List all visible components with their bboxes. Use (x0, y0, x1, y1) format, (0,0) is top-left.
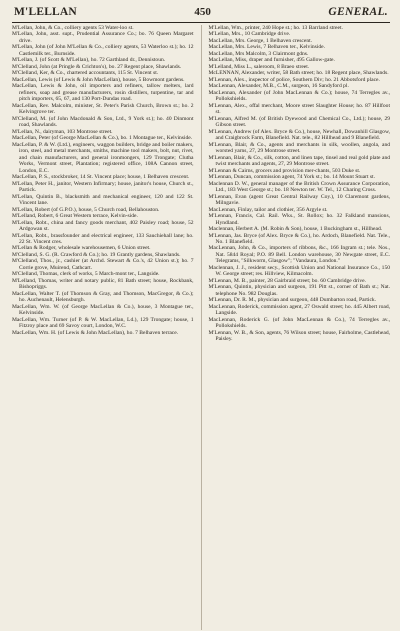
directory-entry: M'Lennan, Alex., offal merchant, Moore street Slaughter House; ho. 87 Hillfoot st. (208, 102, 390, 116)
directory-entry: M'Lellan & Rodger, wholesale warehousemen, 6 Union street. (12, 245, 151, 252)
directory-entry: M'Lennan, Blair, & Co., agents and merchants in silk, woollen, angola, and worsted yarns, 27, 29 Montrose street. (208, 141, 390, 155)
directory-entry: M'Lennan, Dr. R. M., physician and surgeon, 448 Dumbarton road, Partick. (208, 297, 377, 304)
directory-entry: M'Clelland, John (at Pringle & Crichton's), bo. 27 Regent place, Shawlands. (12, 63, 182, 70)
directory-entry: MacLellan, Wm. H. (of Lewis & John MacLellan), ho. 7 Belhaven terrace. (12, 329, 179, 336)
directory-entry: M'Lelland, Miss L., saleroom, 8 Braeo street. (208, 63, 310, 70)
column-divider (201, 25, 202, 630)
directory-entry: MacLellan, Miss, draper and furnisher, 495 Gallow-gate. (208, 57, 335, 64)
directory-entry: M'Lennan, M. B., painter, 28 Gairbraid street; bo. 60 Cambridge drive. (208, 277, 366, 284)
directory-entry: MacLellan, Wm. W. (of George MacLellan & Co.), house, 3 Montague ter., Kelvinside. (12, 303, 194, 317)
directory-entry: MacLellan, P. S., stockbroker, 14 St. Vincent place; house, 1 Belhaven crescent. (12, 174, 190, 181)
directory-entry: M'Lennan, Quintin, physician and surgeon, 191 Pitt st., corner of Bath st.; Nat. telephone No. 982 Douglas. (208, 284, 390, 297)
directory-entry: MacLellan, P. & W. (Ltd.), engineers, waggon builders, bridge and boiler makers, iron, steel, and metal merchants, smiths, machine tool makers, bolt, nut, rivet, and chain manufacturers, and general ironmongers, 129 Trongate; Clutha Works, Vermont street, Plantation; registered office, 108A Cannon street, London, E.C. (12, 141, 194, 174)
right-column (209, 25, 391, 630)
directory-entry: M'Lellan, J. (of Scott & M'Lellan), ho. 72 Garthland dr., Dennistoun. (12, 57, 166, 64)
directory-entry: M'Lennan, Francis, Cal. Rail. Wks., St. Rollox; ho. 32 Falkland mansions, Hyndland. (208, 213, 390, 226)
directory-entry: M'Lellan, Peter H., janitor, Western Infirmary; house, janitor's house, Church st., Partick. (12, 180, 194, 194)
directory-entry: MacLellan, Walter T. (of Thomson & Gray, and Thomson, MacGregor, & Co.); ho. Auchenault, Helensburgh. (12, 290, 194, 304)
directory-entry: Maclennan, Herbert A. (M. Robin & Son), house, 1 Buckingham st., Hillhead. (208, 226, 383, 233)
directory-entry: M'Lennan, Andrew (of Alex. Bryce & Co.), house, Newhall, Dowanhill Glasgow, and Craigbrock Farm, Blanefield. Nat. tele., 82 Hillhead and 9 Blanefield. (208, 128, 390, 142)
directory-entry: M'Lellan, John, & Co., colliery agents 53 Water-loo st. (12, 25, 134, 31)
directory-entry: M'Clelland, Ker, & Co., chartered accountants, 115 St. Vincent st. (12, 70, 159, 77)
directory-entry: MacLennan, Alexander, M.B., C.M., surgeon, 16 Sandyford pl. (208, 83, 349, 90)
directory-entry: MacLellan, Rev. Malcolm, minister, St. Peter's Parish Church, Brown st.; ho. 2 Kelvingrove ter. (12, 102, 194, 116)
directory-entry: MacLellan, Mrs. George, 1 Belhaven crescent. (208, 37, 313, 44)
directory-entry: M'Lennan, Evan (agent Great Central Railway Coy.), 10 Claremont gardens, Milngavie. (208, 193, 390, 207)
directory-entry: MacLennan, Finlay, tailor and clothier, 356 Argyle st. (208, 206, 328, 213)
directory-entry: MacLennan, Roderick G. (of John MacLennan & Co.), 74 Terregles av., Pollokshields. (208, 316, 390, 330)
directory-entry: Maclennan D. W., general manager of the British Crown Assurance Corporation, Ltd., 183 West George st.; bo. 18 Newton ter. W. Tel., 12 Charing Cross. (208, 180, 390, 194)
directory-entry: M'Lellan, John (of John M'Lellan & Co., colliery agents, 53 Waterloo st.); ho. 12 Castlemilk ter., Burnside. (12, 44, 194, 57)
directory-entry: M'Clelland, Thomas, clerk of works, 5 March-mont ter., Langside. (12, 271, 160, 278)
page-header (12, 6, 390, 20)
directory-entry: M'Clelland, M. (of John Macdonald & Son, Ltd., 9 York st.); ho. 40 Dinmont road, Shawlands. (12, 115, 194, 129)
directory-entry: M'Lennan, Jas. Bryce (of Alex. Bryce & Co.), ho. Ardoch, Blanefield. Nat. Tele., No. 1 Blanefield. (208, 232, 390, 245)
directory-entry: M'Lellan, Mrs., 10 Cambridge drive. (208, 31, 291, 38)
directory-entry: M'Lellan, John, asst. supt., Prudential Assurance Co.; bo. 76 Queen Margaret drive. (12, 31, 194, 44)
directory-entry: McLENNAN, Alexander, writer, 58 Bath street; ho. 18 Regent place, Shawlands. (208, 70, 389, 77)
directory-entry: MacLennan, Alexander (of John MacLennan & Co.); house, 74 Terregles av., Pollokshields. (208, 89, 390, 103)
directory-entry: MacLennan, John, & Co., importers of ribbons, &c., 166 Ingram st.; tele. Nos., Nat. 5844 Royal; P.O. 89 Bell. London warehouse, 30 Newgate street, E.C. Telegrams, "Silkworm, Glasgow"; "Vandaura, London." (208, 245, 390, 265)
directory-entry: M'Lennan, Blair, & Co., silk, cotton, and linen tape, tinsel and real gold plate and twist merchants and agents, 27, 29 Montrose street. (208, 154, 390, 168)
running-head-right: GENERAL. (328, 6, 388, 18)
directory-entry: M'Lellan, Robt., brassfounder and electrical engineer, 133 Sauchiehall lane; ho. 22 St. Vincent cres. (12, 232, 194, 245)
running-head-left: M'LELLAN (14, 6, 77, 18)
directory-entry: MacLellan, Lewis & John, oil importers and refiners, tallow melters, lard refiners, soap and grease manufacturers, rosin distillers, turpentine, tar and pitch importers, 65, 67, and 130 Port-Dundas road. (12, 83, 194, 103)
directory-entry: M'Clelland, S. G. (R. Crawford & Co.); ho. 19 Grantly gardens, Shawlands. (12, 251, 181, 258)
page-number: 450 (194, 6, 211, 18)
directory-columns (12, 25, 390, 630)
directory-entry: M'Lellan, Robt., china and fancy goods merchant, 402 Paisley road; house, 52 Ardgowan st. (12, 219, 194, 233)
directory-entry: M'Lennan, Duncan, commission agent, 74 York st.; bo. 14 Mount Stuart st. (208, 174, 375, 181)
directory-entry: MacLellan, Mrs. Lewis, 7 Belhaven ter., Kelvinside. (208, 44, 325, 51)
directory-entry: MacLellan, Peter (of George MacLellan & Co.), bo. 1 Montague ter., Kelvinside. (12, 135, 193, 142)
directory-entry: MacLellan, Lewis (of Lewis & John MacLellan), house, 5 Bowmont gardens. (12, 76, 185, 83)
left-column (12, 25, 194, 630)
directory-entry: M'Lellan, Quintin B., blacksmith and mechanical engineer, 120 and 122 St. Vincent lane. (12, 193, 194, 207)
directory-entry: M'Lelland, Thomas, writer and notary public, 81 Bath street; house, Rockbank, Bishopriggs. (12, 277, 194, 291)
directory-entry: M'Lellan, N., dairyman, 103 Montrose street. (12, 128, 113, 135)
directory-entry: MacLellan, Mrs Malcolm, 3 Clairmont gdns. (208, 50, 309, 57)
directory-entry: M'Lellan, Robert (of G.P.O.), house, 5 Church road, Bellahouston. (12, 206, 160, 213)
directory-entry: M'Lelland, Robert, 6 Great Western terrace, Kelvin-side. (12, 213, 138, 220)
directory-entry: Maclennan, J. J., resident secy., Scottish Union and National Insurance Co., 150 W. George street; res. Hillview, Kilmacolm. (208, 264, 390, 278)
directory-entry: M'Lennan, Alfred M. (of British Dyewood and Chemical Co., Ltd.); house, 29 Gibson street. (208, 115, 390, 129)
directory-entry: M'Lennan, W. B., & Son, agents, 76 Wilson street; house, Fairholme, Castlehead, Paisley. (208, 329, 390, 343)
directory-entry: M'Lennan & Cairns, grocers and provision mer-chants, 503 Duke st. (208, 167, 361, 174)
directory-entry: M'Clelland, Thos., jr., cashier (at Archd. Stewart & Co.'s, 42 Union st.); ho. 7 Corrie grove, Muirend, Cathcart. (12, 258, 194, 271)
directory-entry: M'Lellan, Wm., printer, 240 Hope st.; ho. 13 Barrland street. (208, 25, 343, 31)
directory-entry: MacLennan, Roderick, commission agent, 27 Oswald street; ho. 445 Albert road, Langside. (208, 303, 390, 317)
directory-entry: M'Lennan, Alex., inspector of police, Southern Div; ho. 21 Abbotsford place. (208, 76, 380, 83)
header-rule (12, 22, 390, 23)
directory-entry: MacLellan, Wm. Turner (of P. & W. MacLellan, Ld.), 129 Trongate; house, 1 Fitzroy place and 69 Savoy court, London, W.C. (12, 316, 194, 330)
